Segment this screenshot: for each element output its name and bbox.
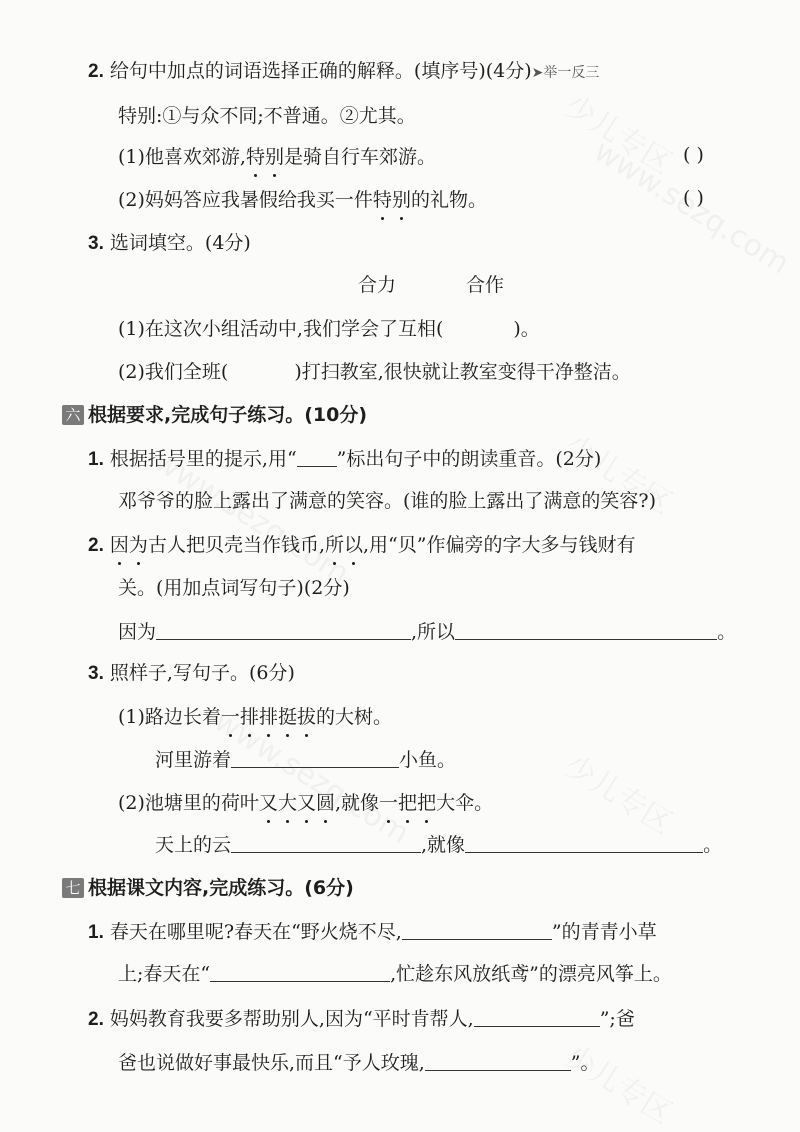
- sec7-q1-line2: 上;春天在“ ,忙趁东风放纸鸢”的漂亮风筝上。: [118, 963, 672, 985]
- sec6-q3-example-2: (2)池塘里的荷叶又大又圆,就像一把把大伞。: [118, 792, 494, 814]
- emphasis-char: 一: [379, 792, 399, 814]
- answer-blank[interactable]: [231, 747, 399, 768]
- definition-line: 特别:①与众不同;不普通。②尤其。: [118, 105, 416, 127]
- emphasis-char: 拔: [296, 706, 316, 728]
- emphasis-char: 因: [109, 534, 129, 556]
- word-choice-2: 合作: [466, 274, 505, 296]
- watermark: [557, 742, 682, 843]
- sec6-q3-fill-1: 河里游着 小鱼。: [155, 749, 457, 771]
- word-choice-1: 合力: [358, 274, 397, 296]
- watermark: [557, 1032, 682, 1132]
- answer-blank[interactable]: [210, 961, 390, 982]
- sec6-question-2: 2. 因为古人把贝壳当作钱币,所以,用“贝”作偏旁的字大多与钱财有: [88, 534, 636, 556]
- sec7-question-1: 1. 春天在哪里呢?春天在“野火烧不尽, ”的青青小草: [88, 921, 657, 943]
- fill-sentence-2: (2)我们全班( )打扫教室,很快就让教室变得干净整洁。: [118, 361, 631, 383]
- sec6-question-1: 1. 根据括号里的提示,用“ ”标出句子中的朗读重音。(2分): [88, 448, 602, 470]
- section-7-header: 七 根据课文内容,完成练习。(6分): [62, 875, 354, 901]
- section-badge: 七: [62, 878, 84, 898]
- underline-sample: [297, 446, 337, 467]
- emphasis-char: 特: [245, 146, 265, 168]
- sec7-q2-line2: 爸也说做好事最快乐,而且“予人玫瑰, ”。: [118, 1052, 600, 1074]
- fill-sentence-1: (1)在这次小组活动中,我们学会了互相( )。: [118, 318, 540, 340]
- answer-blank[interactable]: [474, 1006, 600, 1027]
- dotted-word: [325, 534, 363, 556]
- answer-parentheses[interactable]: ( ): [683, 144, 704, 166]
- answer-blank[interactable]: [156, 619, 411, 640]
- watermark: [557, 82, 682, 183]
- emphasis-char: 特: [372, 189, 392, 211]
- dotted-word: [110, 534, 148, 556]
- answer-blank[interactable]: [402, 919, 552, 940]
- sec6-q1-sentence[interactable]: 邓爷爷的脸上露出了满意的笑容。(谁的脸上露出了满意的笑容?): [118, 490, 657, 512]
- emphasis-char: 挺: [277, 706, 297, 728]
- emphasis-char: 大: [277, 792, 297, 814]
- question-3-title: 3. 选词填空。(4分): [88, 232, 251, 254]
- emphasis-char: 所: [324, 534, 344, 556]
- sec6-question-3: 3. 照样子,写句子。(6分): [88, 662, 295, 684]
- answer-blank[interactable]: [425, 1050, 571, 1071]
- dotted-word: [221, 706, 278, 728]
- section-badge: 六: [62, 405, 84, 425]
- answer-blank[interactable]: [455, 619, 717, 640]
- sec6-q3-example-1: (1)路边长着一排排挺拔的大树。: [118, 706, 393, 728]
- emphasis-char: 排: [239, 706, 259, 728]
- sec6-q2-line2: 关。(用加点词写句子)(2分): [118, 577, 350, 599]
- emphasis-char: 把: [417, 792, 437, 814]
- answer-blank[interactable]: [231, 832, 421, 853]
- emphasis-char: 把: [398, 792, 418, 814]
- dotted-word: [373, 189, 411, 211]
- emphasis-char: 圆: [315, 792, 335, 814]
- emphasis-char: 为: [128, 534, 148, 556]
- tag-label: ➤举一反三: [531, 65, 600, 81]
- dotted-word: [278, 706, 316, 728]
- sec7-question-2: 2. 妈妈教育我要多帮助别人,因为“平时肯帮人, ”;爸: [88, 1008, 635, 1030]
- sec6-q2-answer: 因为 ,所以 。: [118, 621, 737, 643]
- emphasis-char: 又: [296, 792, 316, 814]
- answer-blank[interactable]: [465, 832, 703, 853]
- emphasis-char: 排: [258, 706, 278, 728]
- emphasis-char: 又: [258, 792, 278, 814]
- dotted-word: [379, 792, 436, 814]
- sentence-2: (2)妈妈答应我暑假给我买一件特别的礼物。: [118, 189, 487, 211]
- emphasis-char: 一: [220, 706, 240, 728]
- emphasis-char: 别: [391, 189, 411, 211]
- sentence-1: (1)他喜欢郊游,特别是骑自行车郊游。: [118, 146, 437, 168]
- dotted-word: [246, 146, 284, 168]
- sec6-q3-fill-2: 天上的云 ,就像 。: [155, 834, 723, 856]
- emphasis-char: 以: [344, 534, 364, 556]
- dotted-word: [259, 792, 335, 814]
- answer-parentheses[interactable]: ( ): [683, 187, 704, 209]
- emphasis-char: 别: [264, 146, 284, 168]
- section-6-header: 六 根据要求,完成句子练习。(10分): [62, 402, 367, 428]
- question-2-title: 2. 给句中加点的词语选择正确的解释。(填序号)(4分)➤举一反三: [88, 60, 600, 82]
